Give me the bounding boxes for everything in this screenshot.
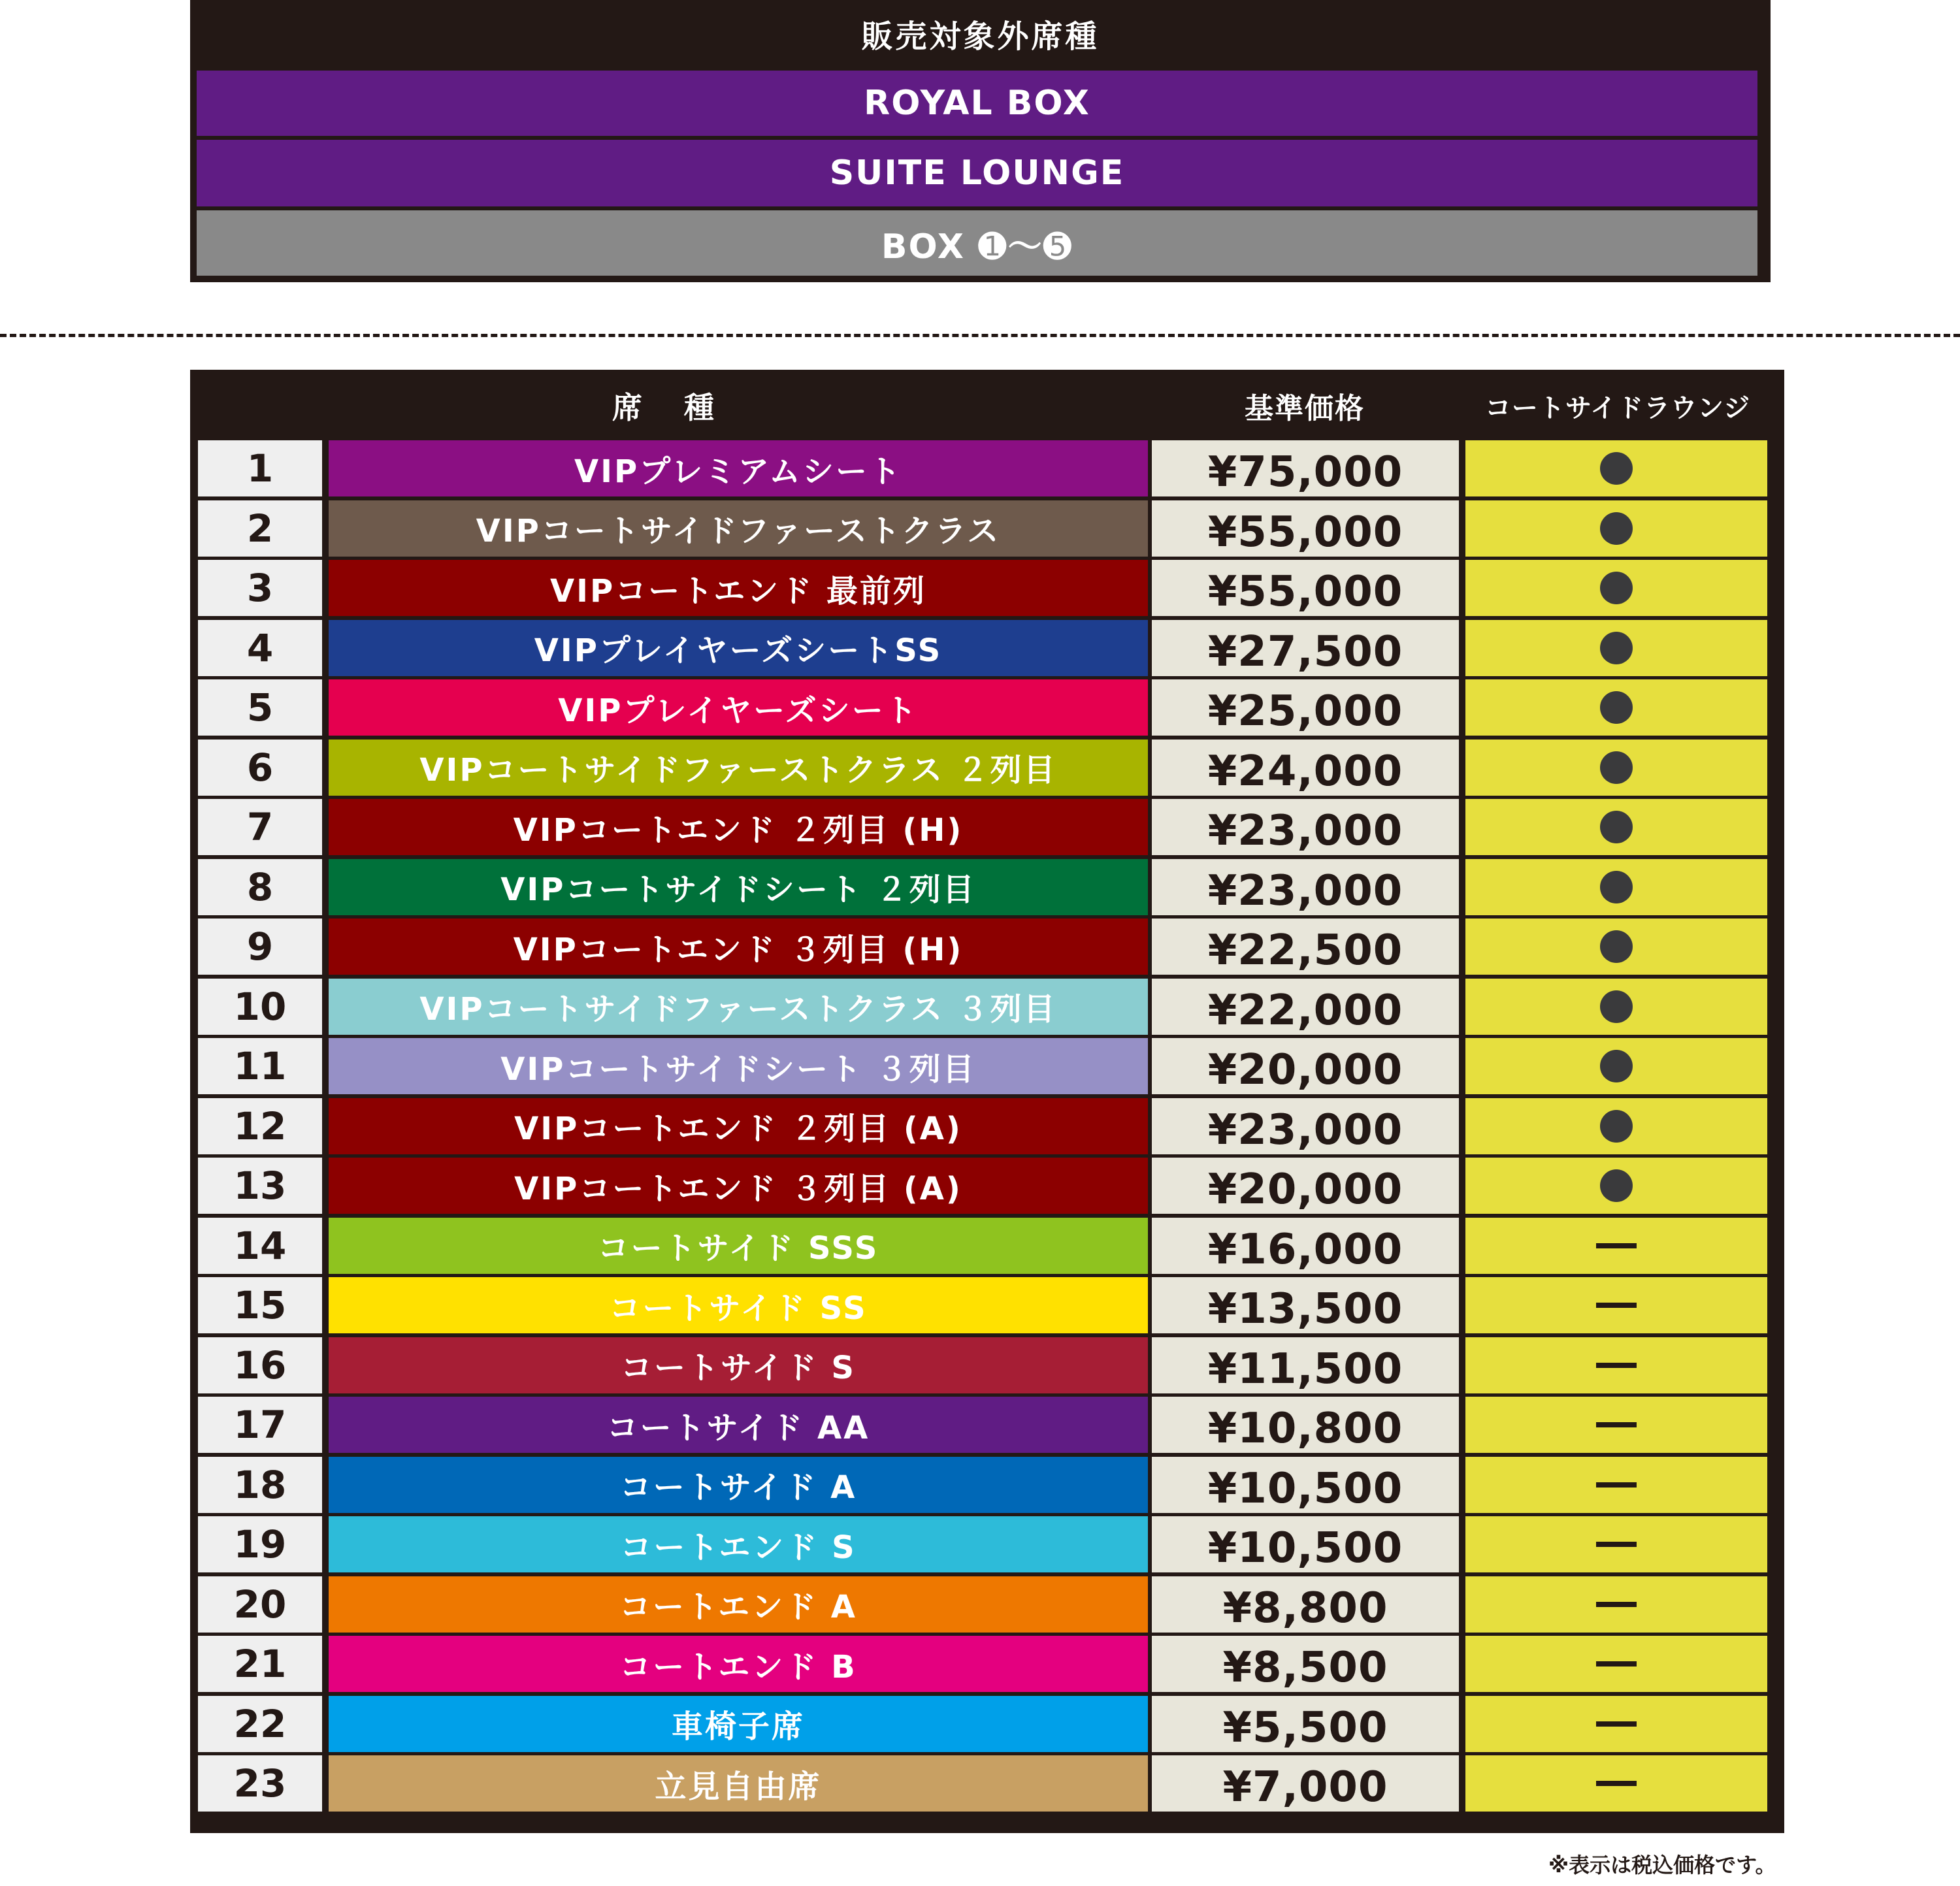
base-price: ¥16,000 [1152,1218,1459,1274]
seat-type-name: VIPコートサイドファーストクラス ２列目 [329,740,1148,796]
base-price: ¥13,500 [1152,1277,1459,1333]
base-price: ¥23,000 [1152,799,1459,855]
seat-type-name: コートエンド A [329,1576,1148,1633]
base-price: ¥22,000 [1152,979,1459,1035]
base-price: ¥11,500 [1152,1337,1459,1393]
base-price: ¥20,000 [1152,1158,1459,1214]
not-available-dash-icon [1596,1721,1637,1727]
row-number: 19 [198,1516,322,1572]
not-available-dash-icon [1596,1542,1637,1547]
row-number: 11 [198,1038,322,1094]
base-price: ¥25,000 [1152,679,1459,736]
available-dot-icon [1600,930,1633,963]
row-number: 15 [198,1277,322,1333]
available-dot-icon [1600,1110,1633,1143]
available-dot-icon [1600,811,1633,843]
lounge-availability [1465,1337,1767,1393]
excluded-seat-box: BOX ➊～➎ [197,210,1757,276]
lounge-availability [1465,979,1767,1035]
available-dot-icon [1600,572,1633,604]
seat-type-name: コートサイド SS [329,1277,1148,1333]
seat-type-name: コートサイド A [329,1457,1148,1513]
not-available-dash-icon [1596,1243,1637,1248]
seat-type-name: VIPコートエンド ３列目 (A) [329,1158,1148,1214]
row-number: 14 [198,1218,322,1274]
lounge-availability [1465,1576,1767,1633]
base-price: ¥5,500 [1152,1696,1459,1752]
row-number: 16 [198,1337,322,1393]
base-price: ¥55,000 [1152,560,1459,616]
not-available-dash-icon [1596,1363,1637,1368]
row-number: 10 [198,979,322,1035]
base-price: ¥10,800 [1152,1397,1459,1453]
lounge-availability [1465,1636,1767,1692]
seat-type-name: VIPコートサイドファーストクラス ３列目 [329,979,1148,1035]
seat-type-name: コートエンド B [329,1636,1148,1692]
base-price: ¥75,000 [1152,440,1459,496]
row-number: 5 [198,679,322,736]
row-number: 13 [198,1158,322,1214]
excluded-seat-table [190,0,1771,282]
row-number: 20 [198,1576,322,1633]
row-number: 22 [198,1696,322,1752]
excluded-seat-royal-box: ROYAL BOX [197,71,1757,136]
lounge-availability [1465,500,1767,557]
seat-type-name: VIPプレイヤーズシート [329,679,1148,736]
base-price: ¥22,500 [1152,919,1459,975]
base-price: ¥24,000 [1152,740,1459,796]
lounge-availability [1465,919,1767,975]
dashed-divider [0,334,1960,337]
lounge-availability [1465,1397,1767,1453]
row-number: 23 [198,1755,322,1812]
excluded-seat-header: 販売対象外席種 [861,18,1100,55]
row-number: 12 [198,1098,322,1154]
header-seat-type: 席 種 [612,390,730,425]
not-available-dash-icon [1596,1422,1637,1427]
seat-type-name: VIPコートエンド ３列目 (H) [329,919,1148,975]
base-price: ¥20,000 [1152,1038,1459,1094]
row-number: 2 [198,500,322,557]
row-number: 4 [198,620,322,676]
seat-type-name: VIPコートエンド ２列目 (H) [329,799,1148,855]
lounge-availability [1465,679,1767,736]
available-dot-icon [1600,871,1633,903]
seat-price-table [190,370,1784,1833]
not-available-dash-icon [1596,1661,1637,1667]
base-price: ¥7,000 [1152,1755,1459,1812]
base-price: ¥8,800 [1152,1576,1459,1633]
seat-type-name: コートサイド AA [329,1397,1148,1453]
lounge-availability [1465,1755,1767,1812]
seat-type-name: 立見自由席 [329,1755,1148,1812]
seat-type-name: VIPコートサイドシート ２列目 [329,859,1148,915]
base-price: ¥27,500 [1152,620,1459,676]
lounge-availability [1465,1516,1767,1572]
base-price: ¥55,000 [1152,500,1459,557]
available-dot-icon [1600,1169,1633,1202]
seat-type-name: VIPコートエンド ２列目 (A) [329,1098,1148,1154]
not-available-dash-icon [1596,1781,1637,1786]
seat-type-name: コートサイド S [329,1337,1148,1393]
lounge-availability [1465,1457,1767,1513]
lounge-availability [1465,620,1767,676]
seat-type-name: コートエンド S [329,1516,1148,1572]
available-dot-icon [1600,691,1633,724]
header-base-price: 基準価格 [1245,392,1365,425]
row-number: 9 [198,919,322,975]
available-dot-icon [1600,512,1633,545]
seat-type-name: VIPプレミアムシート [329,440,1148,496]
lounge-availability [1465,1038,1767,1094]
base-price: ¥10,500 [1152,1457,1459,1513]
lounge-availability [1465,859,1767,915]
excluded-seat-suite-lounge: SUITE LOUNGE [197,140,1757,206]
available-dot-icon [1600,751,1633,784]
row-number: 17 [198,1397,322,1453]
row-number: 18 [198,1457,322,1513]
seat-type-name: VIPコートサイドシート ３列目 [329,1038,1148,1094]
tax-footnote: ※表示は税込価格です。 [1548,1853,1776,1878]
row-number: 8 [198,859,322,915]
row-number: 1 [198,440,322,496]
base-price: ¥23,000 [1152,859,1459,915]
base-price: ¥8,500 [1152,1636,1459,1692]
row-number: 7 [198,799,322,855]
header-courtside-lounge: コートサイドラウンジ [1484,393,1751,423]
row-number: 6 [198,740,322,796]
lounge-availability [1465,1277,1767,1333]
available-dot-icon [1600,1050,1633,1082]
lounge-availability [1465,1158,1767,1214]
lounge-availability [1465,1696,1767,1752]
not-available-dash-icon [1596,1482,1637,1488]
seat-type-name: 車椅子席 [329,1696,1148,1752]
seat-type-name: VIPコートサイドファーストクラス [329,500,1148,557]
seat-type-name: VIPコートエンド 最前列 [329,560,1148,616]
base-price: ¥23,000 [1152,1098,1459,1154]
available-dot-icon [1600,632,1633,664]
lounge-availability [1465,1218,1767,1274]
lounge-availability [1465,560,1767,616]
row-number: 21 [198,1636,322,1692]
lounge-availability [1465,1098,1767,1154]
not-available-dash-icon [1596,1602,1637,1607]
seat-type-name: コートサイド SSS [329,1218,1148,1274]
available-dot-icon [1600,452,1633,485]
base-price: ¥10,500 [1152,1516,1459,1572]
not-available-dash-icon [1596,1303,1637,1308]
lounge-availability [1465,799,1767,855]
lounge-availability [1465,440,1767,496]
lounge-availability [1465,740,1767,796]
seat-type-name: VIPプレイヤーズシートSS [329,620,1148,676]
row-number: 3 [198,560,322,616]
available-dot-icon [1600,990,1633,1023]
